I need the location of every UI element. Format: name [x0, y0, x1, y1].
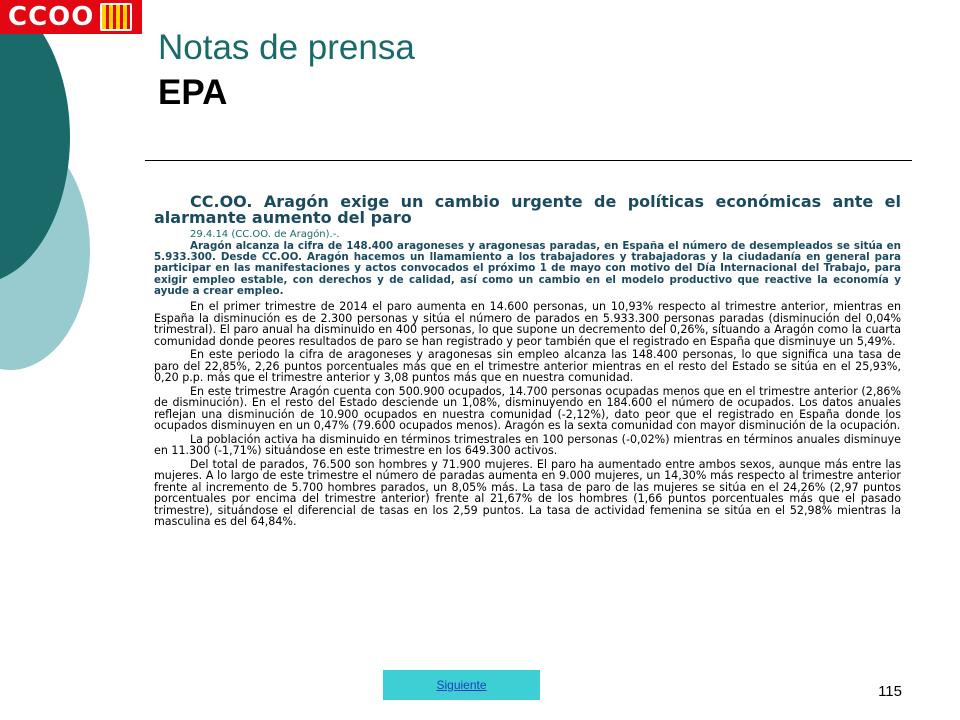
- ccoo-logo: [0, 0, 142, 34]
- article-paragraph: En este periodo la cifra de aragoneses y aragonesas sin empleo alcanza las 148.400 personas, lo que significa una tasa de paro del 22,85%, 2,26 puntos porcentuales más que en el trimestre anterior mientras en el resto del Estado se sitúa en el 25,93%, 0,20 p.p. más que el trimestre anterior y 3,08 puntos más que en nuestra comunidad.: [154, 348, 901, 385]
- article-headline: CC.OO. Aragón exige un cambio urgente de políticas económicas ante el alarmante aumento del paro: [154, 192, 901, 227]
- page-title: Notas de prensa: [158, 28, 415, 67]
- article-paragraph: En este trimestre Aragón cuenta con 500.900 ocupados, 14.700 personas ocupadas menos que en el trimestre anterior (2,86% de disminución). En el resto del Estado desciende un 1,08%, disminuyendo en 184.600 el número de ocupados. Los datos anuales reflejan una disminución de 10.900 ocupados en nuestra comunidad (-2,12%), dato peor que el registrado en España donde los ocupados disminuyen en un 0,47% (79.600 ocupados menos). Aragón es la sexta comunidad con mayor disminución de la ocupación.: [154, 384, 901, 433]
- article-lead: Aragón alcanza la cifra de 148.400 aragoneses y aragonesas paradas, en España el número de desempleados se sitúa en 5.933.300. Desde CC.OO. Aragón hacemos un llamamiento a los trabajadores y trabajadoras y la ciudadanía en general para participar en las manifestaciones y actos convocados el próximo 1 de mayo con motivo del Día Internacional del Trabajo, para exigir empleo estable, con derechos y de calidad, así como un cambio en el modelo productivo que reactive la economía y ayude a crear empleo.: [154, 240, 901, 297]
- article-paragraph: La población activa ha disminuido en términos trimestrales en 100 personas (-0,02%) mientras en términos anuales disminuye en 11.300 (-1,71%) situándose en este trimestre en los 649.300 activos.: [154, 432, 901, 458]
- article-body: [154, 194, 901, 530]
- article-paragraph: Del total de parados, 76.500 son hombres y 71.900 mujeres. El paro ha aumentado entre ambos sexos, aunque más entre las mujeres. A lo largo de este trimestre el número de paradas aumenta en 9.000 mujeres, un 14,30% más respecto al trimestre anterior frente al incremento de 5.700 hombres parados, un 8,05% más. La tasa de paro de las mujeres se sitúa en el 24,26% (2,97 puntos porcentuales por encima del trimestre anterior) frente al 21,67% de los hombres (1,66 puntos porcentuales más que el pasado trimestre), situándose el diferencial de tasas en los 2,59 puntos. La tasa de actividad femenina se sitúa en el 52,98% mientras la masculina es del 64,84%.: [154, 457, 901, 529]
- page-subtitle: EPA: [158, 73, 228, 112]
- article-date: 29.4.14 (CC.OO. de Aragón).-.: [190, 229, 340, 240]
- title-divider: [145, 160, 912, 161]
- logo-text: CCOO: [8, 2, 95, 32]
- page-number: 115: [878, 683, 902, 700]
- article-paragraph: En el primer trimestre de 2014 el paro aumenta en 14.600 personas, un 10,93% respecto al trimestre anterior, mientras en España la disminución es de 2.300 personas y sitúa el número de parados en 5.933.300 personas paradas (disminución del 0,04% trimestral). El paro anual ha disminuido en 400 personas, lo que supone un decremento del 0,26%, situando a Aragón como la cuarta comunidad donde peores resultados de paro se han registrado y peor también que el registrado en España que disminuye un 5,49%.: [154, 300, 901, 348]
- next-button[interactable]: Siguiente: [383, 670, 540, 700]
- aragon-flag-icon: [100, 3, 132, 31]
